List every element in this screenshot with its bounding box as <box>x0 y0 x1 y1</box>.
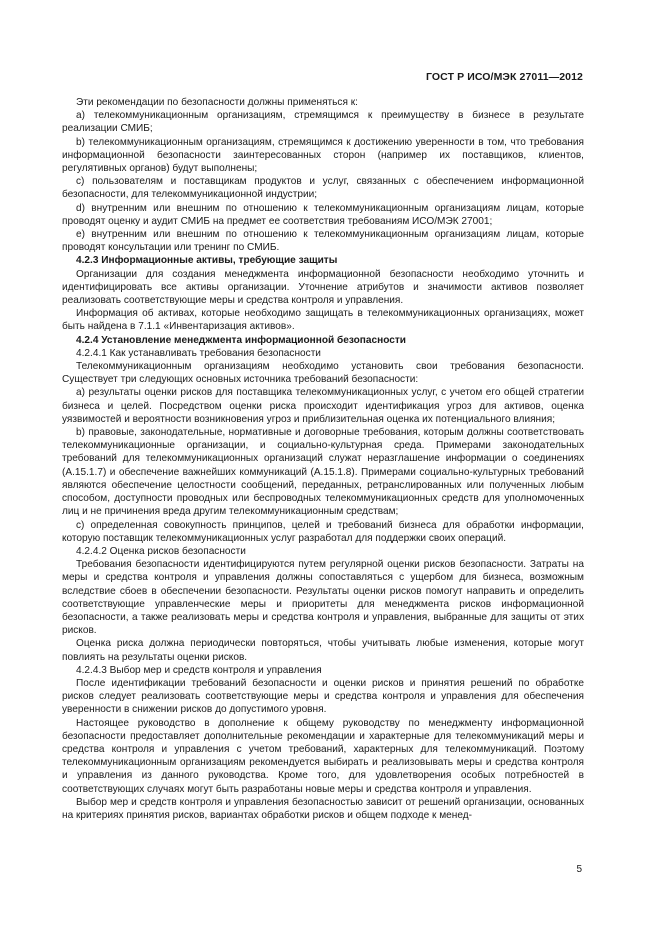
body-paragraph: a) результаты оценки рисков для поставщика телекоммуникационных услуг, с учетом его общей стратегии бизнеса и целей. Посредством оценки риска происходит идентификация угроз для активов, оценка уязвимостей и вероятности возникновения угроз и приблизительная оценка их потенциального влияния; <box>62 387 584 425</box>
body-paragraph: b) правовые, законодательные, нормативные и договорные требования, которым должны соответствовать телекоммуникационные организации, и социально-культурная среда. Примерами законодательных требований для телекоммуникационных организаций служат неразглашение информации о соединениях (A.15.1.7) и обеспечение важнейших коммуникаций (A.15.1.8). Примерами социально-культурных требований являются обеспечение целостности сообщений, переданных, ретранслированных или полученных любым способом, доступности проводных или беспроводных телекоммуникационных средств для уполномоченных лиц и не причинения вреда другим телекоммуникационным средствам; <box>62 427 584 518</box>
body-paragraph: c) пользователям и поставщикам продуктов и услуг, связанных с обеспечением информационной безопасности, для телекоммуникационной индустрии; <box>62 176 584 201</box>
body-paragraph: c) определенная совокупность принципов, целей и требований бизнеса для обработки информации, которую поставщик телекоммуникационных услуг разработал для поддержки своих операций. <box>62 519 584 544</box>
body-paragraph: a) телекоммуникационным организациям, стремящимся к преимуществу в бизнесе в результате реализации СМИБ; <box>62 110 584 135</box>
body-paragraph: e) внутренним или внешним по отношению к телекоммуникационным организациям лицам, которые проводят консультации или тренинг по СМИБ. <box>62 229 584 254</box>
page-number: 5 <box>576 864 582 875</box>
body-paragraph: 4.2.4.2 Оценка рисков безопасности <box>76 545 246 557</box>
body-paragraph: Настоящее руководство в дополнение к общему руководству по менеджменту информационной безопасности предоставляет дополнительные рекомендации и характерные для телекоммуникаций меры и средства контроля и управления с учетом требований, характерных для телекоммуникаций. Поэтому телекоммуникационным организациям рекомендуется выбирать и реализовывать меры и средства контроля и управления из данного руководства. Кроме того, для удовлетворения особых потребностей в соответствующих случаях могут быть разработаны новые меры и средства контроля и управления. <box>62 717 584 795</box>
body-paragraph: 4.2.4.1 Как устанавливать требования безопасности <box>76 347 321 359</box>
document-body <box>62 96 584 822</box>
section-heading: 4.2.3 Информационные активы, требующие защиты <box>76 255 338 267</box>
body-paragraph: 4.2.4.3 Выбор мер и средств контроля и управления <box>76 664 322 676</box>
section-heading: 4.2.4 Установление менеджмента информационной безопасности <box>76 334 406 346</box>
body-paragraph: Телекоммуникационным организациям необходимо установить свои требования безопасности. Существует три следующих основных источника требований безопасности: <box>62 361 584 386</box>
body-paragraph: Требования безопасности идентифицируются путем регулярной оценки рисков безопасности. Затраты на меры и средства контроля и управления должны сопоставляться с ущербом для бизнеса, возможным вследствие сбоев в обеспечении безопасности. Результаты оценки рисков помогут направить и определить соответствующие управленческие меры и приоритеты для менеджмента рисков информационной безопасности, а также реализовать меры и средства контроля и управления, выбранные для защиты от этих рисков. <box>62 559 584 637</box>
body-paragraph: Оценка риска должна периодически повторяться, чтобы учитывать любые изменения, которые могут повлиять на результаты оценки рисков. <box>62 638 584 663</box>
body-paragraph: b) телекоммуникационным организациям, стремящимся к достижению уверенности в том, что требования информационной безопасности заинтересованных сторон (например их поставщиков, клиентов, регулятивных органов) будут выполнены; <box>62 136 584 175</box>
body-paragraph: Эти рекомендации по безопасности должны применяться к: <box>76 97 358 108</box>
body-paragraph: d) внутренним или внешним по отношению к телекоммуникационным организациям лицам, которые проводят оценку и аудит СМИБ на предмет ее соответствия требованиям ИСО/МЭК 27001; <box>62 202 584 227</box>
body-paragraph: Организации для создания менеджмента информационной безопасности необходимо уточнить и идентифицировать все активы организации. Уточнение атрибутов и значимости активов позволяет реализовать соответствующие меры и средства контроля и управления. <box>62 268 584 307</box>
body-paragraph: После идентификации требований безопасности и оценки рисков и принятия решений по обработке рисков следует реализовать соответствующие меры и средства контроля и управления для обеспечения уверенности в снижении рисков до допустимого уровня. <box>62 677 584 716</box>
body-paragraph: Информация об активах, которые необходимо защищать в телекоммуникационных организациях, может быть найдена в 7.1.1 «Инвентаризация активов». <box>62 308 584 333</box>
body-paragraph: Выбор мер и средств контроля и управления безопасностью зависит от решений организации, основанных на критериях принятия рисков, вариантах обработки рисков и общем подходе к менед- <box>62 796 584 821</box>
document-code: ГОСТ Р ИСО/МЭК 27011—2012 <box>425 71 583 83</box>
